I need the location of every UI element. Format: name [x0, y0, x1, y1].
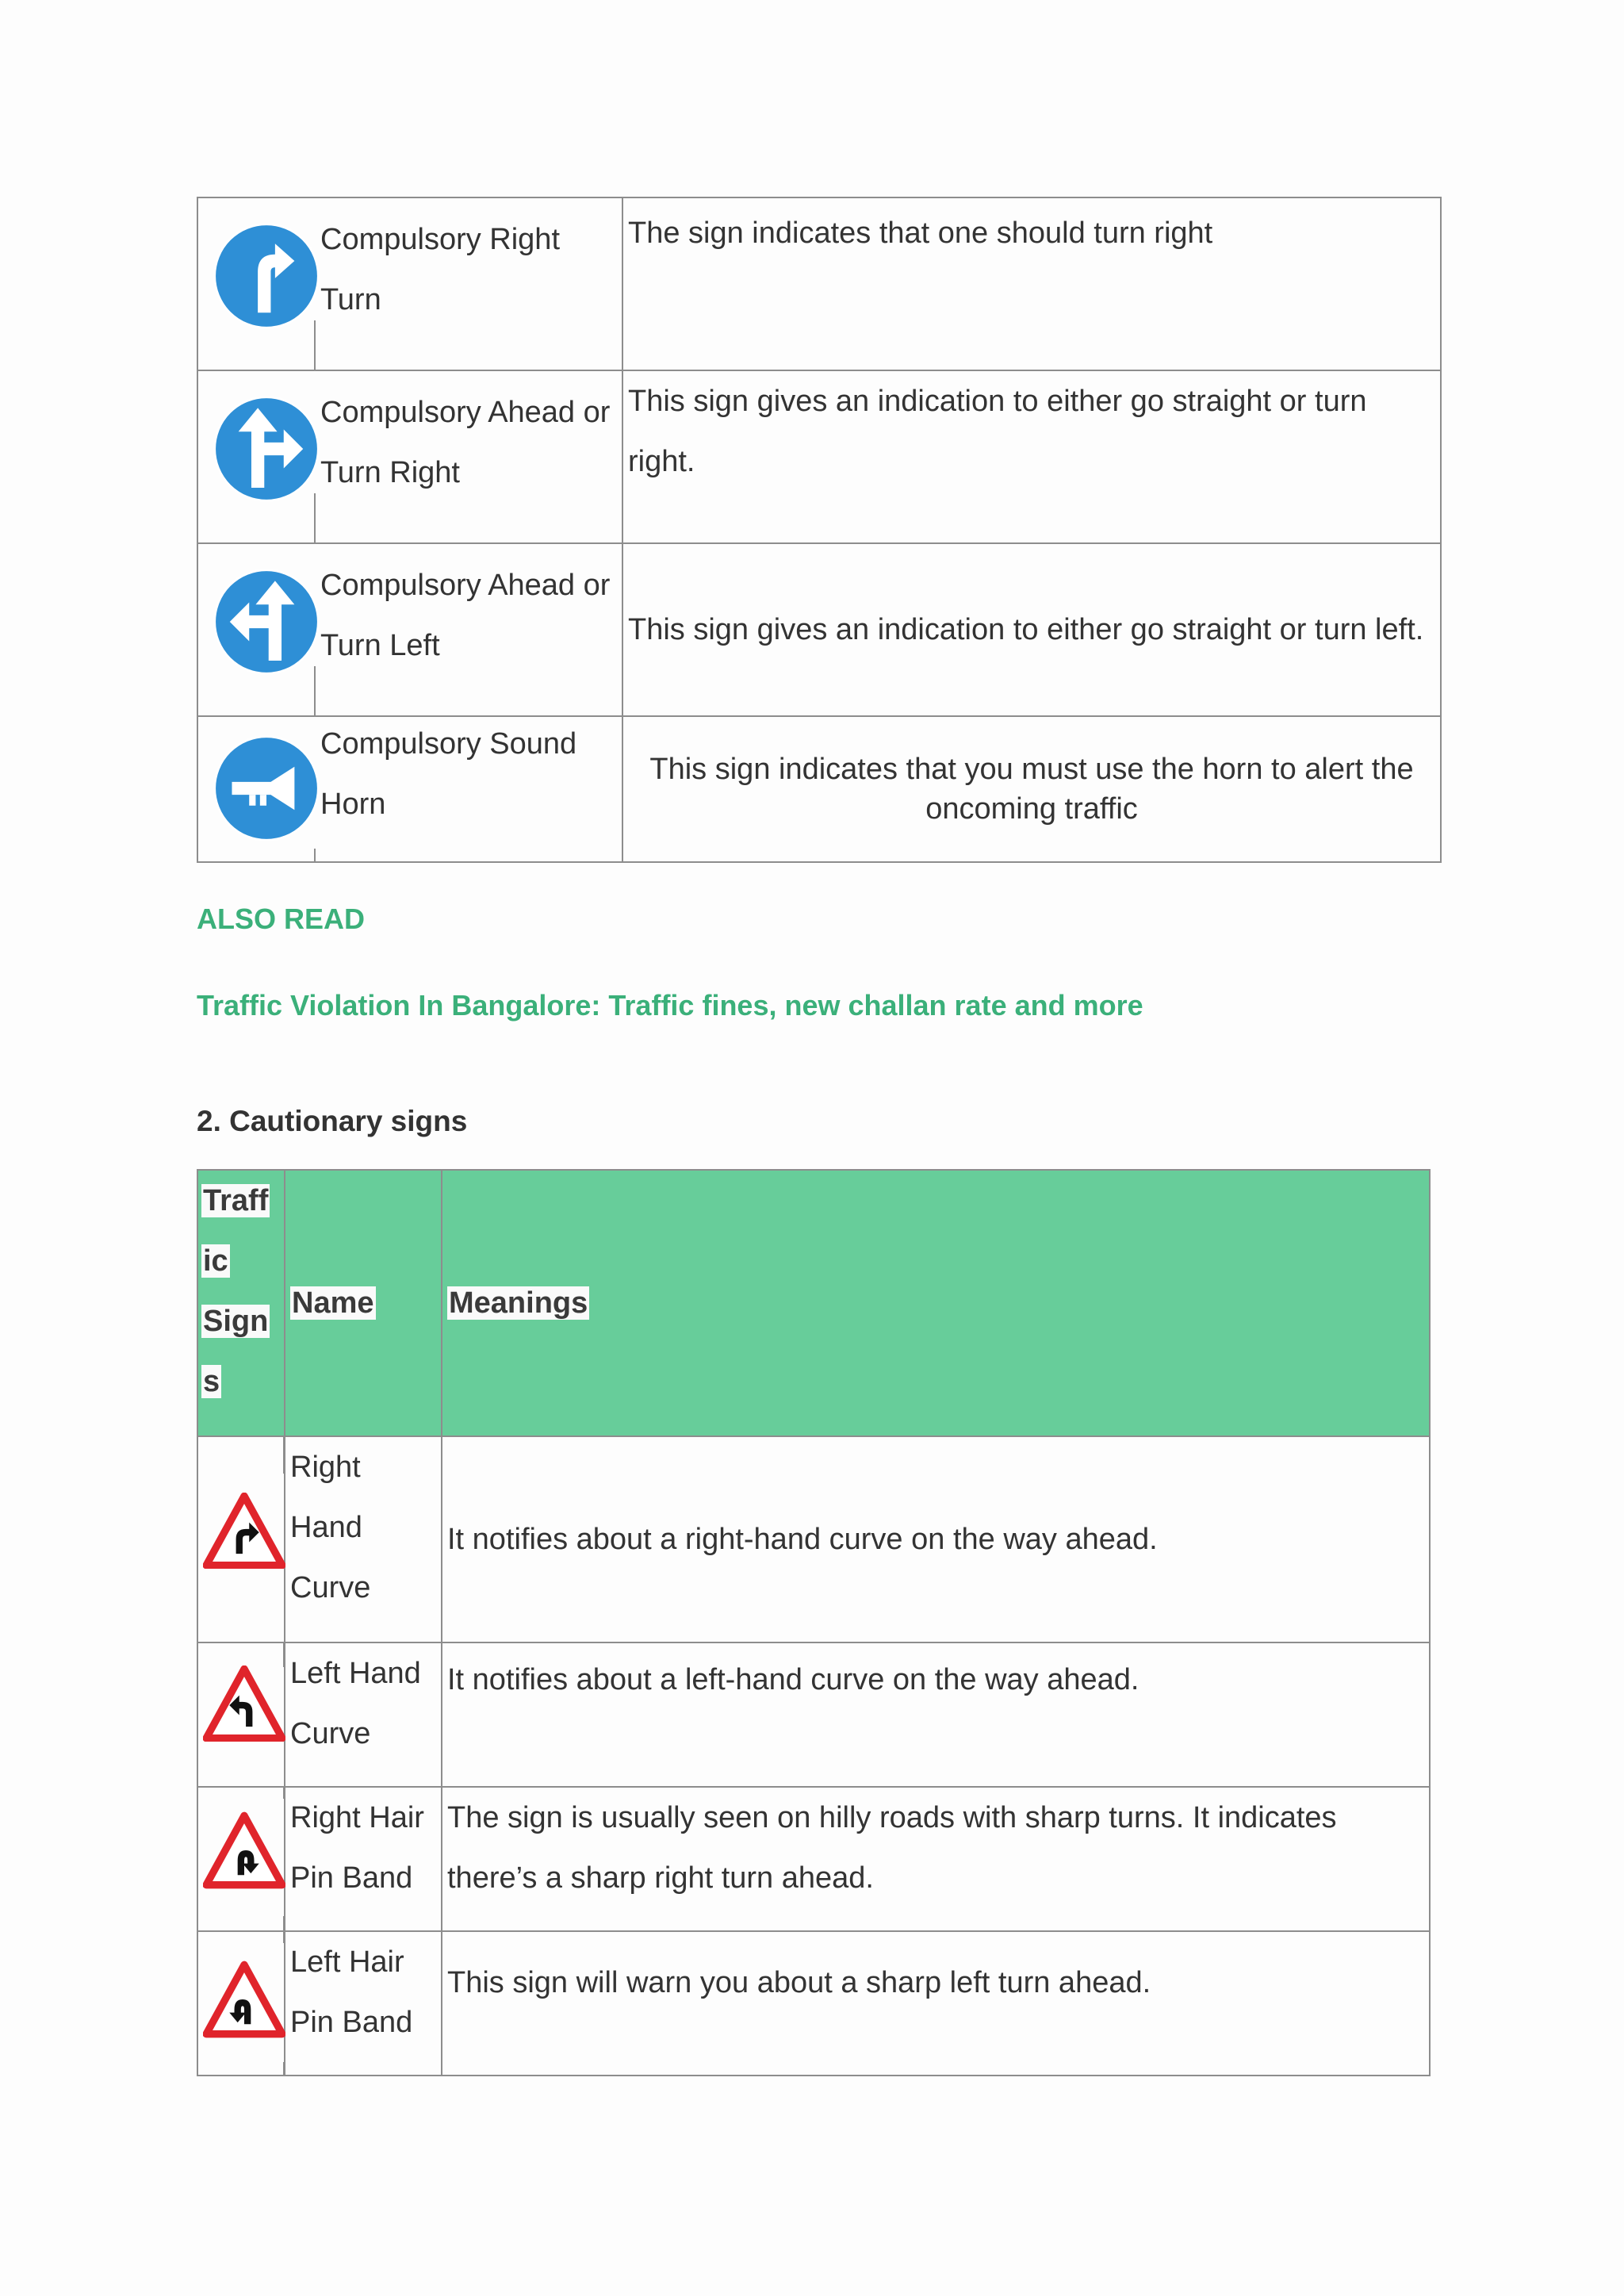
compulsory-right-turn-sign-icon: [213, 222, 320, 330]
header-text: Meanings: [449, 1286, 588, 1320]
sign-name-line: Right Hair: [290, 1801, 424, 1834]
sign-name-line: Compulsory Ahead or: [320, 569, 611, 602]
sign-name: [320, 714, 619, 834]
sign-name: [285, 1436, 442, 1642]
table-row: [197, 197, 1441, 370]
table-row: [197, 1787, 1430, 1931]
sign-meaning: This sign will warn you about a sharp left turn ahead.: [442, 1931, 1430, 2076]
cell-divider: [283, 1643, 285, 1667]
table-row: [197, 716, 1441, 862]
sign-meaning: It notifies about a left-hand curve on the way ahead.: [442, 1642, 1430, 1787]
section-heading: 2. Cautionary signs: [197, 1105, 468, 1137]
sign-meaning: This sign indicates that you must use the horn to alert the oncoming traffic: [622, 716, 1441, 862]
sign-name-line: Left Hair: [290, 1945, 404, 1979]
sign-name-cell: [197, 370, 622, 543]
column-header-traffic-signs: [197, 1170, 285, 1436]
sign-name-line: Hand: [290, 1511, 362, 1544]
left-hand-curve-sign-icon: [203, 1665, 285, 1742]
right-hair-pin-band-sign-icon: [203, 1808, 285, 1892]
sign-name-line: Left Hand: [290, 1657, 421, 1690]
sign-name: [320, 209, 619, 330]
sign-name-line: Curve: [290, 1717, 371, 1750]
sign-name-cell: [197, 716, 622, 862]
sign-name-line: Right: [290, 1451, 361, 1484]
header-text: s: [203, 1365, 220, 1398]
table-header-row: [197, 1170, 1430, 1436]
header-text: ic: [203, 1244, 228, 1278]
header-text: Name: [292, 1286, 374, 1320]
compulsory-signs-table: [197, 197, 1442, 863]
cell-divider: [283, 1932, 285, 1943]
sign-name-line: Turn: [320, 283, 381, 316]
sign-icon-cell: [197, 1642, 285, 1787]
sign-name-line: Compulsory Ahead or: [320, 396, 611, 429]
sign-name-cell: [197, 543, 622, 716]
header-text: Traff: [203, 1184, 269, 1217]
sign-name-line: Pin Band: [290, 1861, 413, 1895]
sign-meaning: The sign is usually seen on hilly roads with sharp turns. It indicates there’s a sharp right turn ahead.: [442, 1787, 1430, 1931]
sign-meaning: It notifies about a right-hand curve on the way ahead.: [442, 1436, 1430, 1642]
cautionary-signs-table: [197, 1169, 1431, 2076]
table-row: [197, 1642, 1430, 1787]
table-row: [197, 370, 1441, 543]
sign-meaning: This sign gives an indication to either go straight or turn left.: [622, 543, 1441, 716]
sign-icon-cell: [197, 1931, 285, 2076]
sign-name: [285, 1931, 442, 2076]
sign-name-line: Horn: [320, 788, 386, 821]
sign-icon-cell: [197, 1787, 285, 1931]
cell-divider: [283, 1916, 285, 1930]
sign-icon-cell: [197, 1436, 285, 1642]
compulsory-ahead-or-turn-left-sign-icon: [213, 568, 320, 676]
cell-divider: [314, 320, 316, 370]
compulsory-sound-horn-sign-icon: [213, 734, 320, 842]
sign-meaning: The sign indicates that one should turn right: [622, 197, 1441, 370]
sign-name: [320, 555, 619, 676]
sign-name-line: Compulsory Sound: [320, 727, 577, 761]
header-text: Sign: [203, 1305, 269, 1338]
cell-divider: [283, 1788, 285, 1799]
sign-name: [285, 1642, 442, 1787]
column-header-meanings: [442, 1170, 1430, 1436]
cell-divider: [314, 493, 316, 542]
also-read-link[interactable]: Traffic Violation In Bangalore: Traffic fines, new challan rate and more: [197, 989, 1143, 1022]
sign-name-line: Turn Left: [320, 629, 440, 662]
sign-name-cell: [197, 197, 622, 370]
sign-name-line: Turn Right: [320, 456, 460, 489]
also-read-label: ALSO READ: [197, 903, 366, 935]
sign-name: [285, 1787, 442, 1931]
table-row: [197, 543, 1441, 716]
table-row: [197, 1931, 1430, 2076]
sign-name: [320, 382, 619, 503]
left-hair-pin-band-sign-icon: [203, 1957, 285, 2041]
column-header-name: [285, 1170, 442, 1436]
cell-divider: [314, 849, 316, 861]
sign-name-line: Curve: [290, 1571, 371, 1604]
sign-name-line: Pin Band: [290, 2006, 413, 2039]
compulsory-ahead-or-turn-right-sign-icon: [213, 395, 320, 503]
table-row: [197, 1436, 1430, 1642]
cell-divider: [314, 666, 316, 715]
cell-divider: [283, 2062, 285, 2075]
cell-divider: [283, 1437, 285, 1474]
sign-meaning: This sign gives an indication to either go straight or turn right.: [622, 370, 1441, 543]
right-hand-curve-sign-icon: [203, 1493, 285, 1569]
sign-name-line: Compulsory Right: [320, 223, 560, 256]
